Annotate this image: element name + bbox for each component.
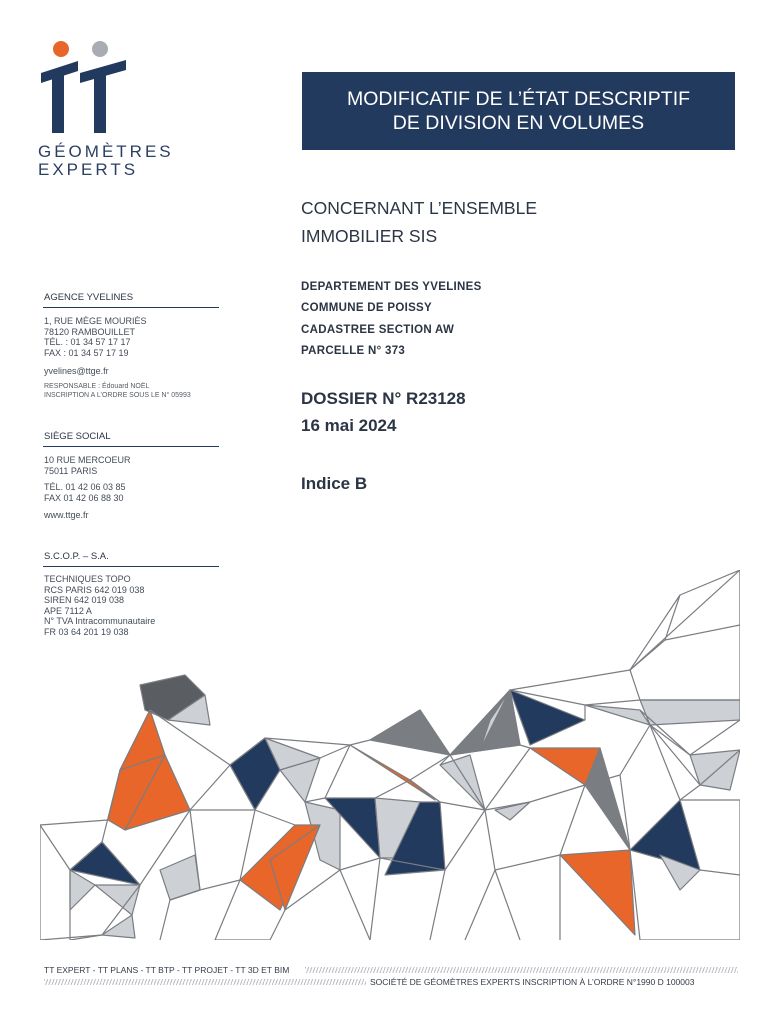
agency-address-2: 78120 RAMBOUILLET	[44, 326, 136, 337]
agency-address-1: 1, RUE MÈGE MOURIÈS	[44, 316, 147, 326]
parcel: PARCELLE N° 373	[301, 345, 406, 357]
agency-divider	[43, 307, 219, 308]
document-title	[302, 72, 735, 150]
agency-heading: AGENCE YVELINES	[44, 292, 134, 303]
agency-address-block	[44, 316, 147, 358]
footer-hatch-bottom	[44, 979, 366, 985]
hq-divider	[43, 446, 219, 447]
dossier-index: Indice B	[301, 474, 368, 493]
agency-email[interactable]: yvelines@ttge.fr	[44, 366, 109, 376]
title-line-2: DE DIVISION EN VOLUMES	[392, 112, 645, 134]
agency-fax: FAX : 01 34 57 17 19	[44, 347, 129, 358]
tt-logo-icon	[38, 38, 148, 138]
company-ape: APE 7112 A	[44, 605, 92, 616]
title-line-1: MODIFICATIF DE L’ÉTAT DESCRIPTIF	[346, 88, 691, 110]
footer-hatch-top	[305, 967, 738, 973]
company-vat: FR 03 64 201 19 038	[44, 626, 129, 637]
company-name: TECHNIQUES TOPO	[44, 574, 131, 584]
footer-brands: TT EXPERT - TT PLANS - TT BTP - TT PROJET - TT 3D ET BIM	[44, 965, 290, 975]
hq-contact-block	[44, 482, 126, 503]
hq-tel: TÉL. 01 42 06 03 85	[44, 482, 126, 492]
commune: COMMUNE DE POISSY	[301, 302, 432, 314]
subject-line-2: IMMOBILIER SIS	[301, 226, 438, 246]
hq-heading: SIÈGE SOCIAL	[44, 431, 111, 442]
logo-line-1: GÉOMÈTRES	[38, 142, 174, 161]
hq-fax: FAX 01 42 06 88 30	[44, 492, 124, 503]
dossier-number: DOSSIER N° R23128	[301, 389, 466, 408]
subject-line-1: CONCERNANT L’ENSEMBLE	[301, 198, 537, 218]
company-vat-label: N° TVA Intracommunautaire	[44, 616, 156, 626]
hq-address-block	[44, 455, 131, 476]
company-heading: S.C.O.P. – S.A.	[44, 551, 109, 562]
agency-responsible: RESPONSABLE : Édouard NOËL	[44, 383, 150, 390]
decorative-mosaic-graphic	[40, 570, 740, 940]
department: DEPARTEMENT DES YVELINES	[301, 281, 482, 293]
agency-registration: INSCRIPTION A L’ORDRE SOUS LE N° 05993	[44, 392, 191, 399]
hq-website[interactable]: www.ttge.fr	[44, 510, 89, 520]
agency-tel: TÉL. : 01 34 57 17 17	[44, 337, 131, 347]
logo-line-2: EXPERTS	[38, 160, 139, 179]
dossier-date: 16 mai 2024	[301, 416, 397, 435]
cadastre: CADASTREE SECTION AW	[301, 324, 455, 336]
hq-address-2: 75011 PARIS	[44, 465, 98, 476]
footer-society: SOCIÉTÉ DE GÉOMÈTRES EXPERTS INSCRIPTION À L’ORDRE N°1990 D 100003	[370, 977, 695, 987]
company-divider	[43, 566, 219, 567]
company-rcs: RCS PARIS 642 019 038	[44, 584, 145, 595]
hq-address-1: 10 RUE MERCOEUR	[44, 455, 131, 465]
company-logo	[38, 38, 174, 188]
company-siren: SIREN 642 019 038	[44, 595, 125, 605]
